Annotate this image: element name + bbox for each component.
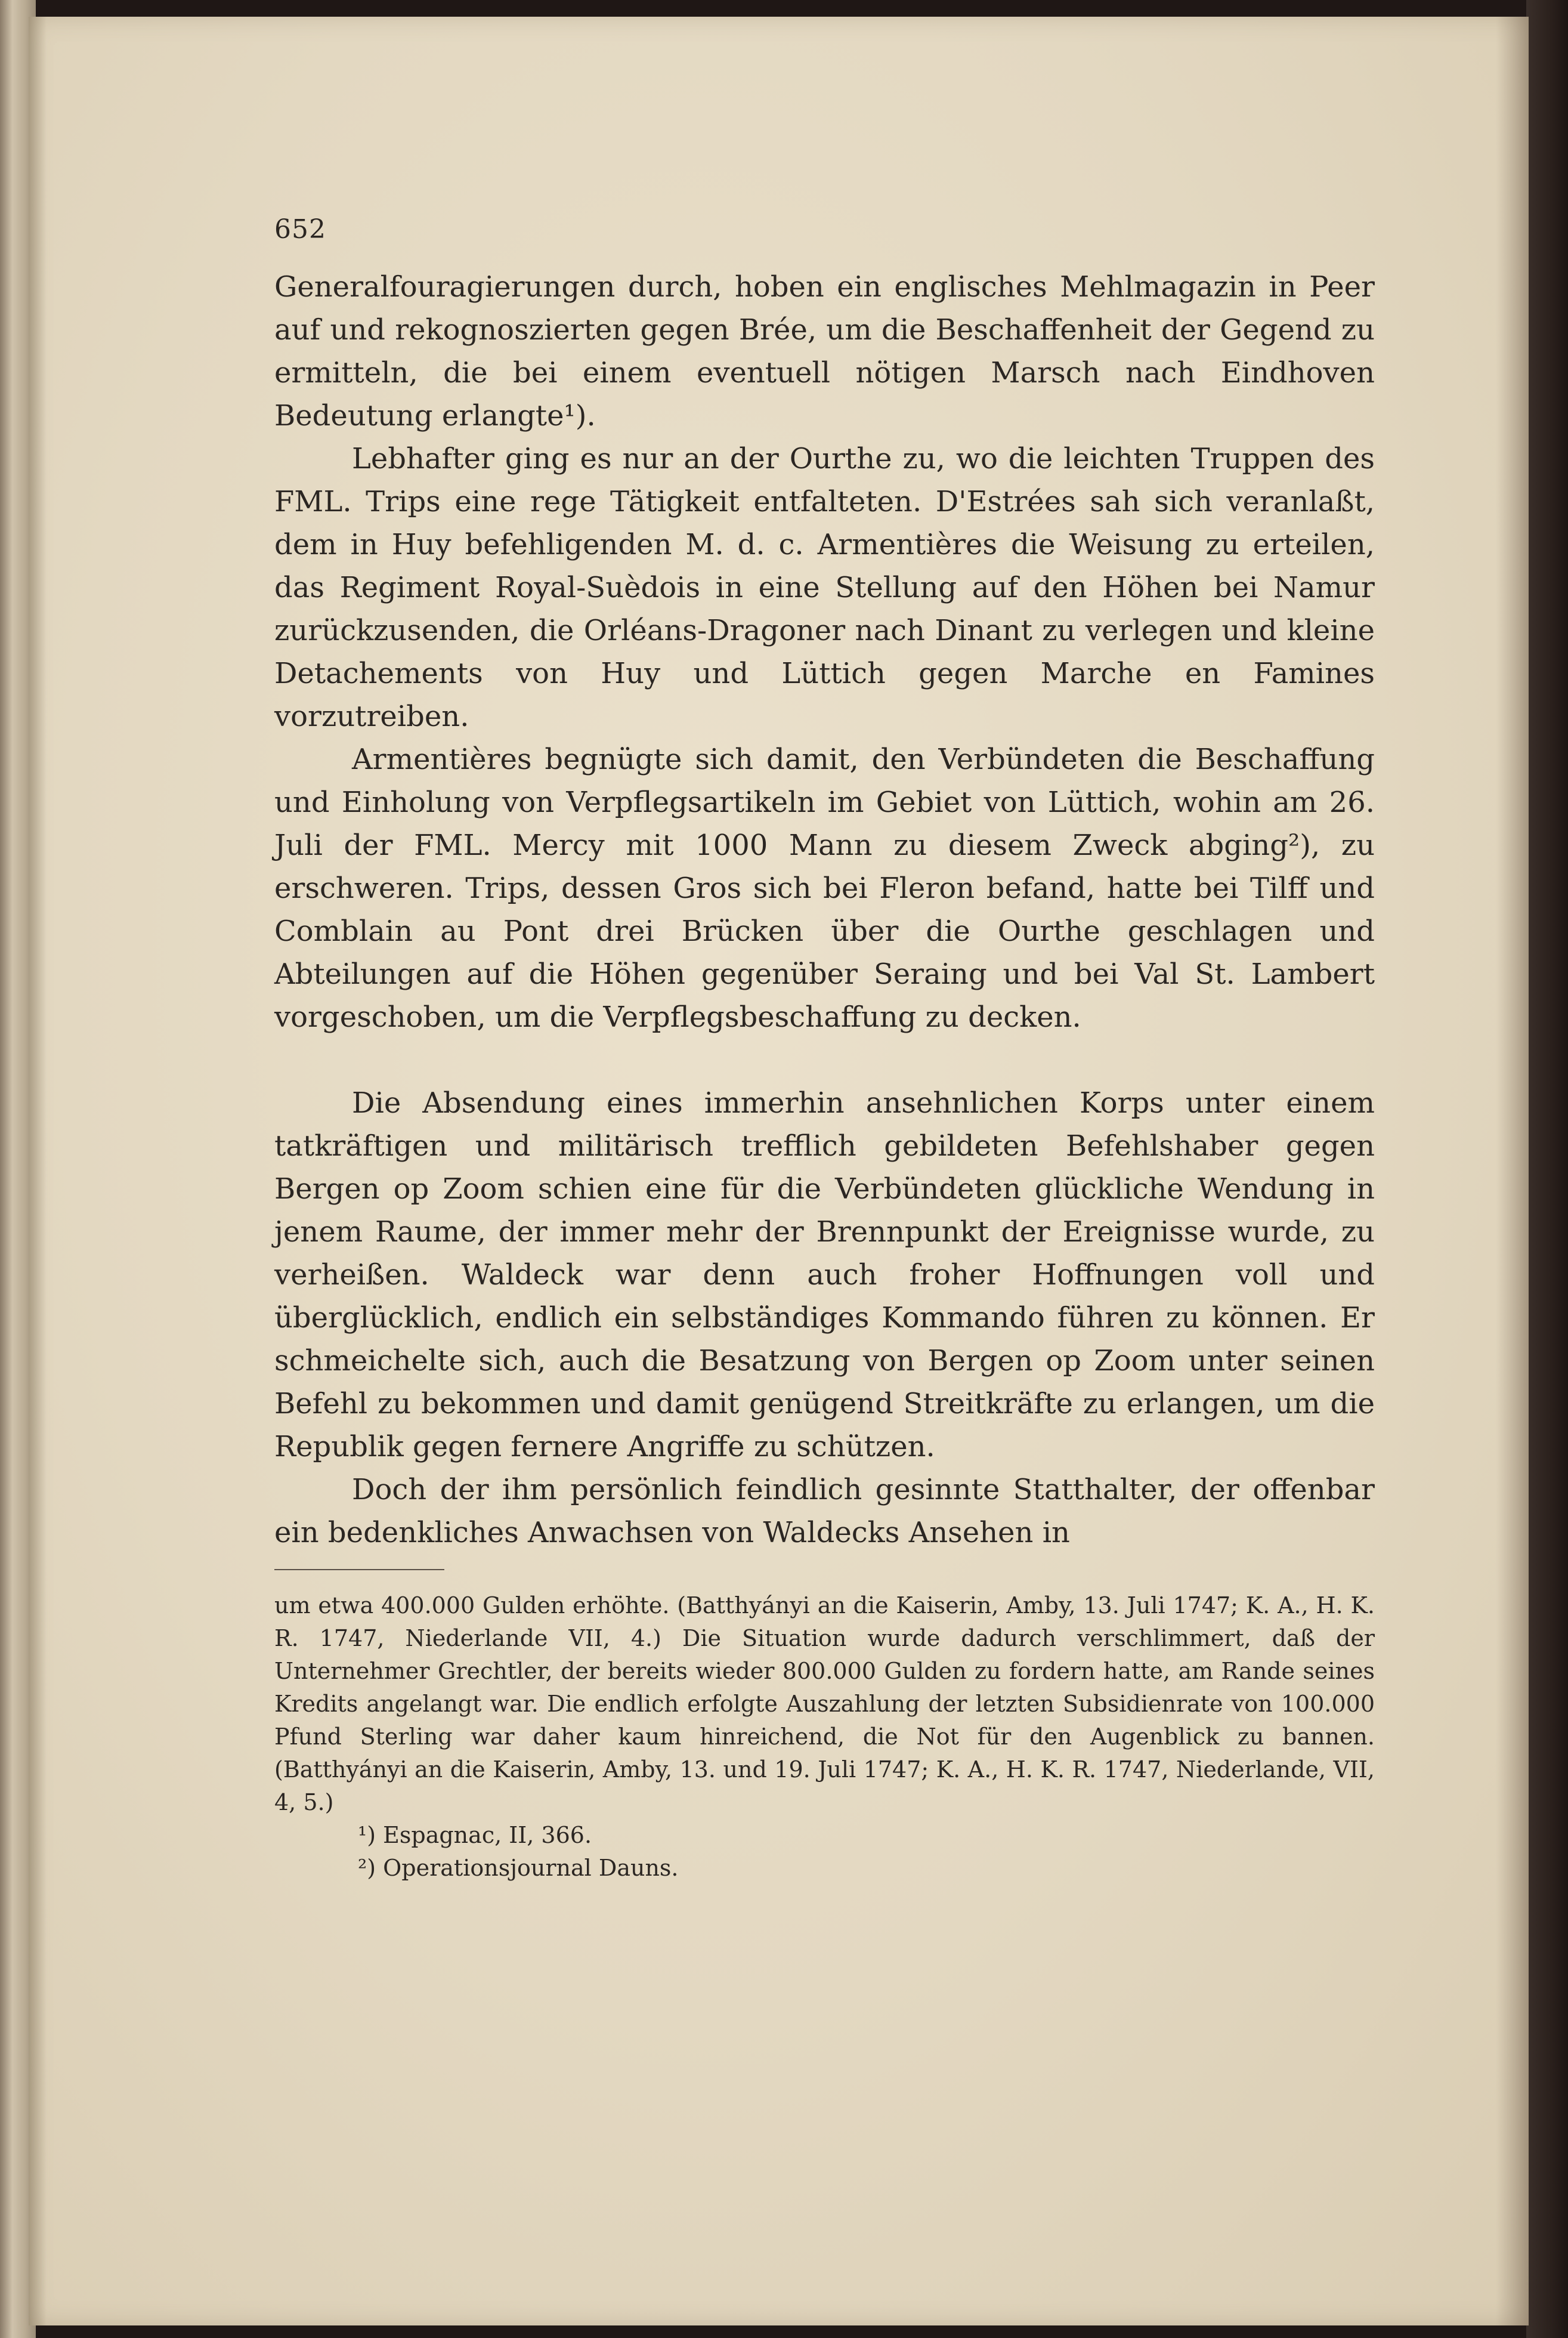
body-paragraph: Generalfouragierungen durch, hoben ein englisches Mehlmagazin in Peer auf und rekognoszierten gegen Brée, um die Beschaffenheit der Gegend zu ermitteln, die bei einem eventuell nötigen Marsch nach Eindhoven Bedeutung erlangte¹). (274, 270, 1375, 433)
body-text (274, 265, 1375, 1554)
page-edge-shadow (1496, 17, 1529, 2325)
body-paragraph: Lebhafter ging es nur an der Ourthe zu, wo die leichten Truppen des FML. Trips eine rege Tätigkeit entfalteten. D'Estrées sah sich veranlaßt, dem in Huy befehligenden M. d. c. Armentières die Weisung zu erteilen, das Regiment Royal-Suèdois in eine Stellung auf den Höhen bei Namur zurückzusenden, die Orléans-Dragoner nach Dinant zu verlegen und kleine Detachements von Huy und Lüttich gegen Marche en Famines vorzutreiben. (274, 442, 1375, 733)
body-paragraph: Armentières begnügte sich damit, den Verbündeten die Beschaffung und Einholung von Verpflegsartikeln im Gebiet von Lüttich, wohin am 26. Juli der FML. Mercy mit 1000 Mann zu diesem Zweck abging²), zu erschweren. Trips, dessen Gros sich bei Fleron befand, hatte bei Tilff und Comblain au Pont drei Brücken über die Ourthe geschlagen und Abteilungen auf die Höhen gegenüber Seraing und bei Val St. Lambert vorgeschoben, um die Verpflegsbeschaffung zu decken. (274, 743, 1375, 1034)
book-cover-edge (1526, 0, 1568, 2338)
footnote-divider (274, 1569, 444, 1570)
body-paragraph: Doch der ihm persönlich feindlich gesinnte Statthalter, der offenbar ein bedenkliches Anwachsen von Waldecks Ansehen in (274, 1473, 1375, 1549)
footnote-2: ²) Operationsjournal Dauns. (358, 1855, 679, 1881)
footnote-continuation: um etwa 400.000 Gulden erhöhte. (Batthyányi an die Kaiserin, Amby, 13. Juli 1747; K. A., H. K. R. 1747, Niederlande VII, 4.) Die Situation wurde dadurch verschlimmert, daß der Unternehmer Grechtler, der bereits wieder 800.000 Gulden zu fordern hatte, am Rande seines Kredits angelangt war. Die endlich erfolgte Auszahlung der letzten Subsidienrate von 100.000 Pfund Sterling war daher kaum hinreichend, die Not für den Augenblick zu bannen. (Batthyányi an die Kaiserin, Amby, 13. und 19. Juli 1747; K. A., H. K. R. 1747, Niederlande, VII, 4, 5.) (274, 1592, 1375, 1815)
body-paragraph: Die Absendung eines immerhin ansehnlichen Korps unter einem tatkräftigen und militärisch trefflich gebildeten Befehlshaber gegen Bergen op Zoom schien eine für die Verbündeten glückliche Wendung in jenem Raume, der immer mehr der Brennpunkt der Ereignisse wurde, zu verheißen. Waldeck war denn auch froher Hoffnungen voll und überglücklich, endlich ein selbständiges Kommando führen zu können. Er schmeichelte sich, auch die Besatzung von Bergen op Zoom unter seinen Befehl zu bekommen und damit genügend Streitkräfte zu erlangen, um die Republik gegen fernere Angriffe zu schützen. (274, 1086, 1375, 1463)
page-text-block (274, 212, 1375, 1885)
section-break (274, 1039, 1375, 1082)
footnote-1: ¹) Espagnac, II, 366. (358, 1822, 592, 1848)
page-number: 652 (274, 214, 326, 245)
page-gutter-shadow (29, 17, 47, 2325)
footnotes (274, 1589, 1375, 1885)
